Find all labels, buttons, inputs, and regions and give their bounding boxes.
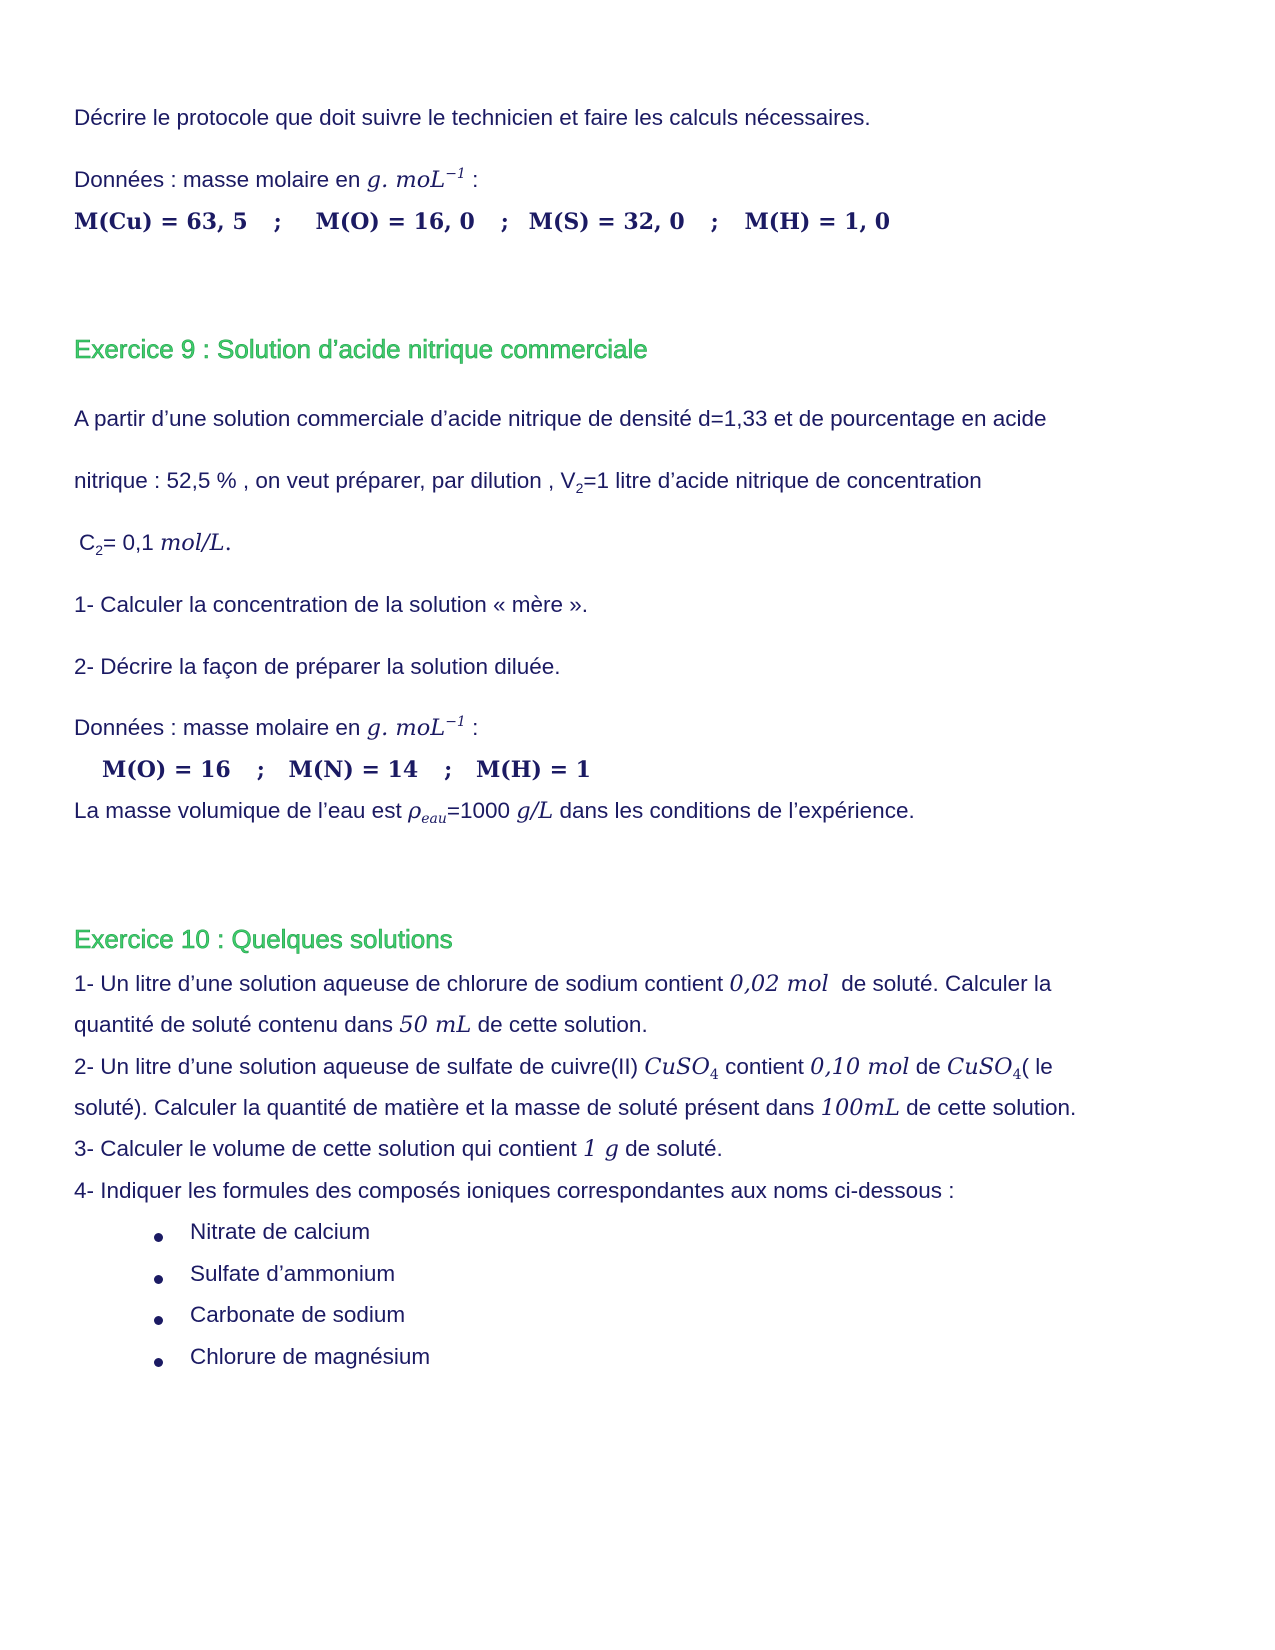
list-item: Sulfate d’ammonium — [190, 1261, 396, 1286]
ex9-paragraph-line-1: A partir d’une solution commerciale d’acide nitrique de densité d=1,33 et de pourcentage en acide — [74, 406, 1047, 431]
list-item: Nitrate de calcium — [190, 1219, 371, 1244]
molar-mass: M(H) = 1, 0 — [744, 209, 891, 235]
molar-masses-1: M(Cu) = 63, 5 ; M(O) = 16, 0 ; M(S) = 32, 0 ; M(H) = 1, 0 — [74, 209, 891, 235]
bullet-icon — [154, 1358, 163, 1367]
ex10-line-5: 3- Calculer le volume de cette solution qui contient 1 g de soluté. — [74, 1136, 723, 1162]
protocol-instruction: Décrire le protocole que doit suivre le technicien et faire les calculs nécessaires. — [74, 105, 871, 130]
donnees-line-1: Données : masse molaire en g. moL$^{-1}$ : — [74, 166, 479, 193]
ex10-line-2: quantité de soluté contenu dans 50 mL de cette solution. — [74, 1012, 648, 1038]
molar-masses-2: M(O) = 16 ; M(N) = 14 ; M(H) = 1 — [102, 757, 591, 783]
ex9-paragraph-line-2: nitrique : 52,5 % , on veut préparer, par dilution , $V_2=1$ litre d’acide nitrique de concentration — [74, 468, 982, 496]
bullet-icon — [154, 1233, 163, 1242]
list-item: Chlorure de magnésium — [190, 1344, 431, 1369]
ex9-question-2: 2- Décrire la façon de préparer la solution diluée. — [74, 654, 561, 679]
donnees-line-2: Données : masse molaire en g. moL$^{-1}$ : — [74, 714, 479, 741]
ex9-question-1: 1- Calculer la concentration de la solution « mère ». — [74, 592, 589, 617]
bullet-icon — [154, 1275, 163, 1284]
list-item: Carbonate de sodium — [190, 1302, 406, 1327]
molar-mass: M(N) = 14 — [288, 757, 419, 783]
ex10-line-6: 4- Indiquer les formules des composés ioniques correspondantes aux noms ci-dessous : — [74, 1178, 955, 1203]
ex10-line-4: soluté). Calculer la quantité de matière et la masse de soluté présent dans 100mL de cette solution. — [74, 1095, 1077, 1121]
molar-mass: M(H) = 1 — [475, 757, 591, 783]
molar-mass: M(O) = 16 — [102, 757, 231, 783]
ex9-water-density: La masse volumique de l’eau est $\rho_{eau}=1000$ g/L dans les conditions de l’expérience. — [74, 798, 915, 827]
ex10-line-3: 2- Un litre d’une solution aqueuse de sulfate de cuivre(II) CuSO$_4$ contient 0,10 mol de CuSO$_4$( le — [74, 1054, 1053, 1083]
molar-mass: M(O) = 16, 0 — [315, 209, 475, 235]
ex10-line-1: 1- Un litre d’une solution aqueuse de chlorure de sodium contient 0,02 mol de soluté. Calculer la — [74, 971, 1052, 997]
molar-mass: M(Cu) = 63, 5 — [74, 209, 248, 235]
exercise-9-title: Exercice 9 : Solution d’acide nitrique commerciale — [74, 334, 648, 364]
ex9-concentration: $C_2= 0,1$ mol/L. — [79, 530, 232, 558]
bullet-icon — [154, 1316, 163, 1325]
molar-mass: M(S) = 32, 0 — [528, 209, 685, 235]
exercise-10-title: Exercice 10 : Quelques solutions — [74, 924, 453, 954]
